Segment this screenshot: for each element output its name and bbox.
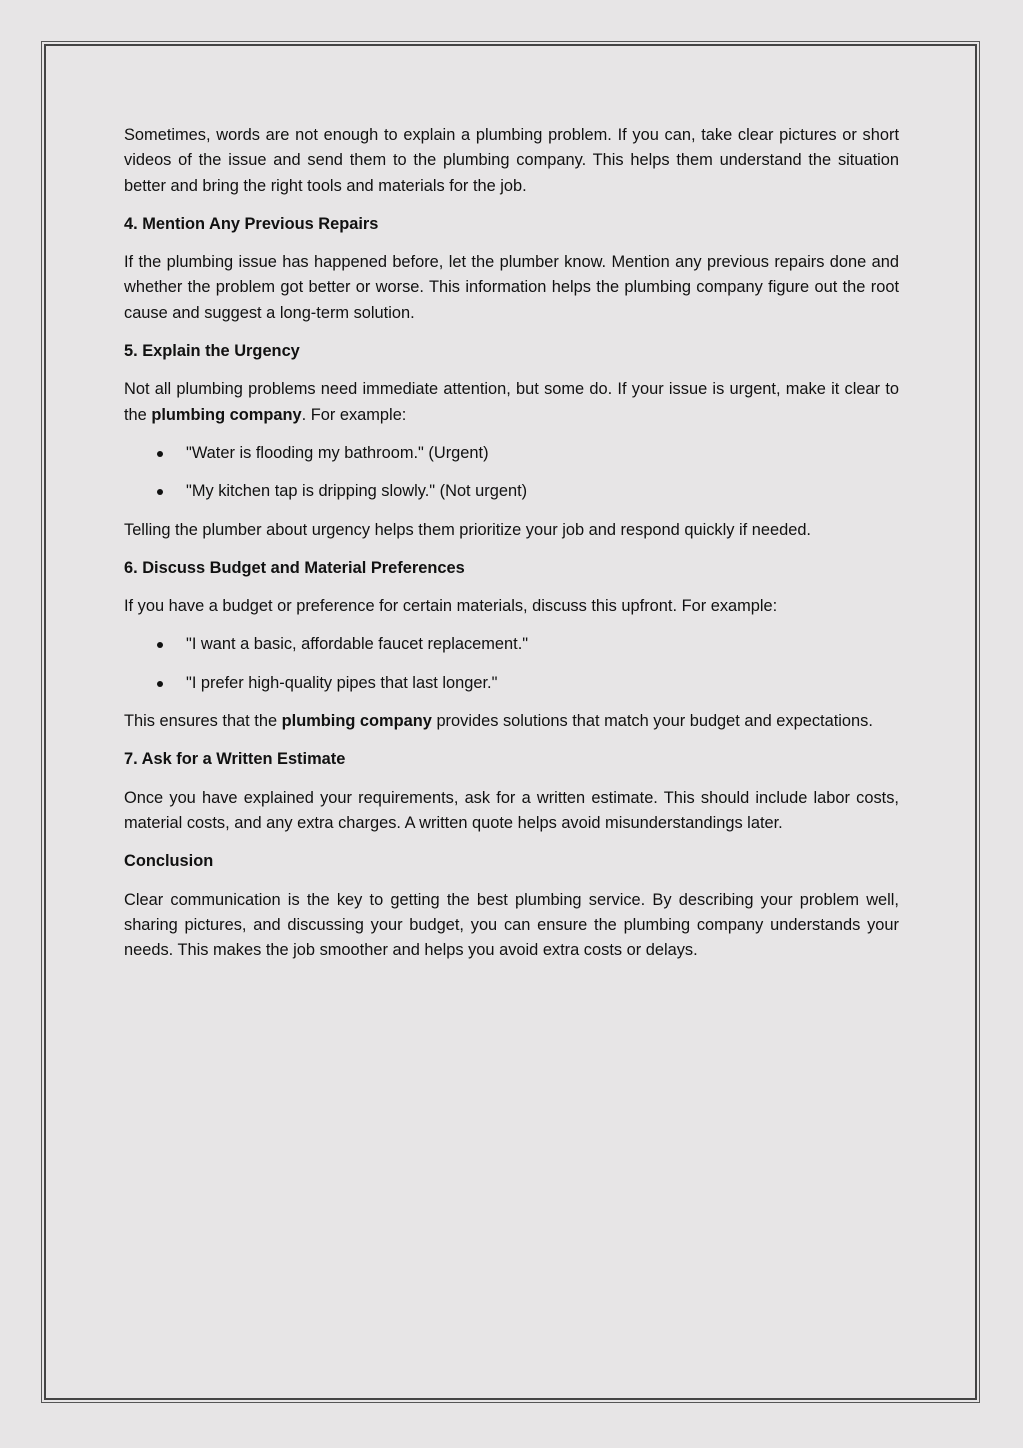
- section-5-text-after: . For example:: [301, 405, 407, 424]
- section-5-bullet-list: [124, 441, 899, 505]
- section-5-heading: 5. Explain the Urgency: [124, 342, 300, 361]
- list-item: "Water is flooding my bathroom." (Urgent): [124, 441, 899, 466]
- conclusion-paragraph: Clear communication is the key to getting the best plumbing service. By describing your problem well, sharing pictures, and discussing your budget, you can ensure the plumbing company understands your needs. This makes the job smoother and helps you avoid extra costs or delays.: [124, 890, 899, 960]
- section-5-paragraph: [124, 377, 899, 428]
- section-5-bold-text: plumbing company: [151, 405, 302, 424]
- section-7-heading: 7. Ask for a Written Estimate: [124, 750, 346, 769]
- section-4-paragraph: If the plumbing issue has happened before, let the plumber know. Mention any previous repairs done and whether the problem got better or worse. This information helps the plumbing company figure out the root cause and suggest a long-term solution.: [124, 253, 899, 322]
- section-6-closing: [124, 709, 899, 734]
- section-6-bold-text: plumbing company: [281, 712, 432, 731]
- section-5-closing: Telling the plumber about urgency helps them prioritize your job and respond quickly if needed.: [124, 520, 811, 539]
- list-item: "My kitchen tap is dripping slowly." (Not urgent): [124, 479, 899, 504]
- intro-paragraph: Sometimes, words are not enough to explain a plumbing problem. If you can, take clear pictures or short videos of the issue and send them to the plumbing company. This helps them understand the situation better and bring the right tools and materials for the job.: [124, 126, 899, 195]
- section-6-closing-after: provides solutions that match your budget and expectations.: [431, 712, 873, 731]
- document-body: [124, 123, 899, 976]
- list-item: "I prefer high-quality pipes that last longer.": [124, 671, 899, 696]
- list-item: "I want a basic, affordable faucet replacement.": [124, 632, 899, 657]
- section-6-paragraph: If you have a budget or preference for certain materials, discuss this upfront. For example:: [124, 597, 778, 616]
- section-4-heading: 4. Mention Any Previous Repairs: [124, 214, 379, 233]
- section-6-heading: 6. Discuss Budget and Material Preferences: [124, 558, 465, 577]
- section-6-bullet-list: [124, 632, 899, 696]
- conclusion-heading: Conclusion: [124, 852, 214, 871]
- section-5-text-before: Not all plumbing problems need immediate attention, but some do. If your issue is urgent, make it clear to the: [124, 380, 899, 424]
- section-7-paragraph: Once you have explained your requirements, ask for a written estimate. This should include labor costs, material costs, and any extra charges. A written quote helps avoid misunderstandings later.: [124, 788, 899, 832]
- section-6-closing-before: This ensures that the: [124, 712, 282, 731]
